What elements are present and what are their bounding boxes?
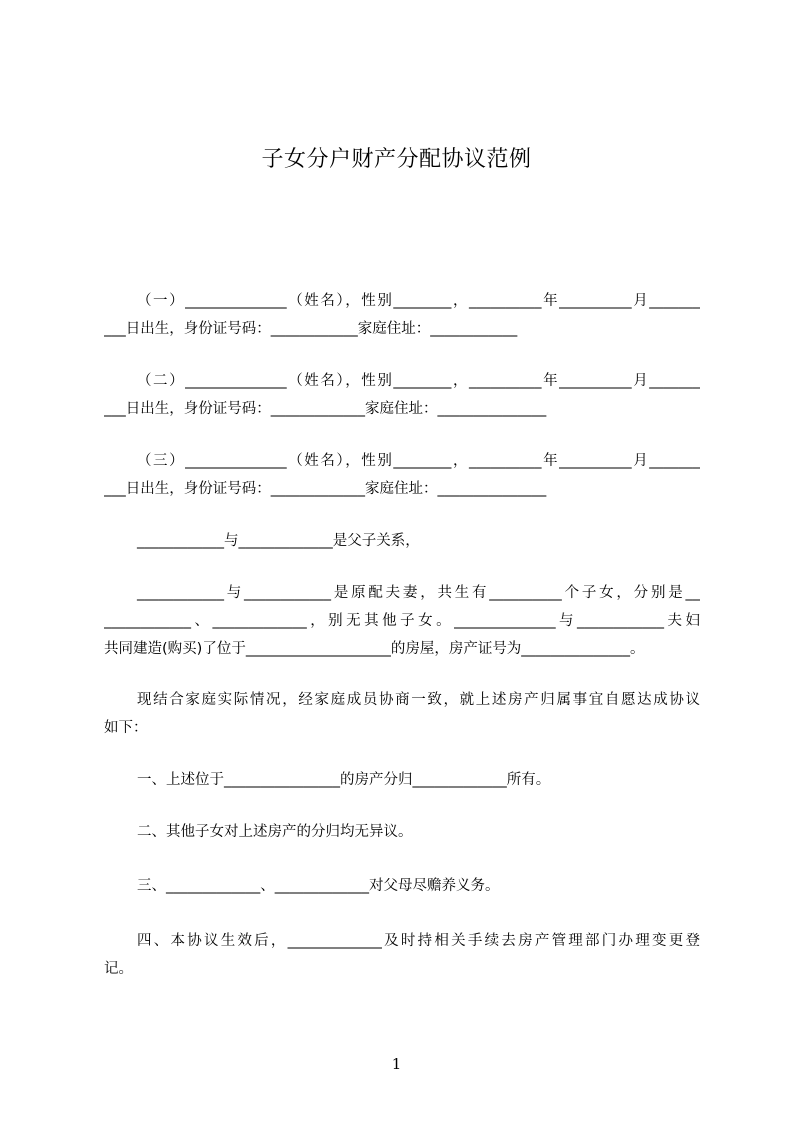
agreement-intro-paragraph [104, 686, 700, 742]
property-paragraph [104, 579, 700, 663]
party-1-line-1: （一）______________（姓名），性别________，__________年__________月_______ [137, 293, 700, 309]
property-line-3: 共同建造(购买)了位于____________________的房屋，房产证号为_______________。 [104, 641, 645, 657]
relation-paragraph [104, 527, 700, 555]
clause-4-paragraph [104, 927, 700, 983]
party-1-line-2: ___日出生，身份证号码：____________家庭住址：____________ [104, 321, 518, 337]
party-1-paragraph [104, 287, 700, 343]
relation-line: ____________与_____________是父子关系， [137, 533, 420, 549]
property-line-1: ____________与____________是原配夫妻，共生有__________个子女，分别是__ [137, 585, 700, 601]
party-2-paragraph [104, 367, 700, 423]
party-3-line-1: （三）______________（姓名），性别________，__________年__________月_______ [137, 453, 700, 469]
clause-1-paragraph [104, 766, 700, 794]
clause-3-line: 三、_____________、_____________对父母尽赡养义务。 [137, 878, 500, 894]
clause-1-line: 一、上述位于________________的房产分归_____________所有。 [137, 772, 551, 788]
party-2-line-2: ___日出生，身份证号码：_____________家庭住址：_______________ [104, 401, 547, 417]
agreement-intro-line-2: 如下： [104, 720, 148, 736]
clause-4-line-2: 记。 [104, 961, 133, 977]
clause-4-line-1: 四、本协议生效后，_____________及时持相关手续去房产管理部门办理变更登 [137, 933, 700, 949]
clause-2-line: 二、其他子女对上述房产的分归均无异议。 [137, 824, 413, 840]
agreement-intro-line-1: 现结合家庭实际情况，经家庭成员协商一致，就上述房产归属事宜自愿达成协议 [137, 692, 700, 708]
clause-2-paragraph [104, 818, 700, 846]
party-3-line-2: ___日出生，身份证号码：_____________家庭住址：_______________ [104, 481, 547, 497]
clause-3-paragraph [104, 872, 700, 900]
document-title: 子女分户财产分配协议范例 [261, 147, 532, 172]
party-2-line-1: （二）______________（姓名），性别________，__________年__________月_______ [137, 373, 700, 389]
party-3-paragraph [104, 447, 700, 503]
page-number: 1 [391, 1055, 402, 1073]
property-line-2: ____________、_____________，别无其他子女。______________与____________夫妇 [104, 613, 700, 629]
